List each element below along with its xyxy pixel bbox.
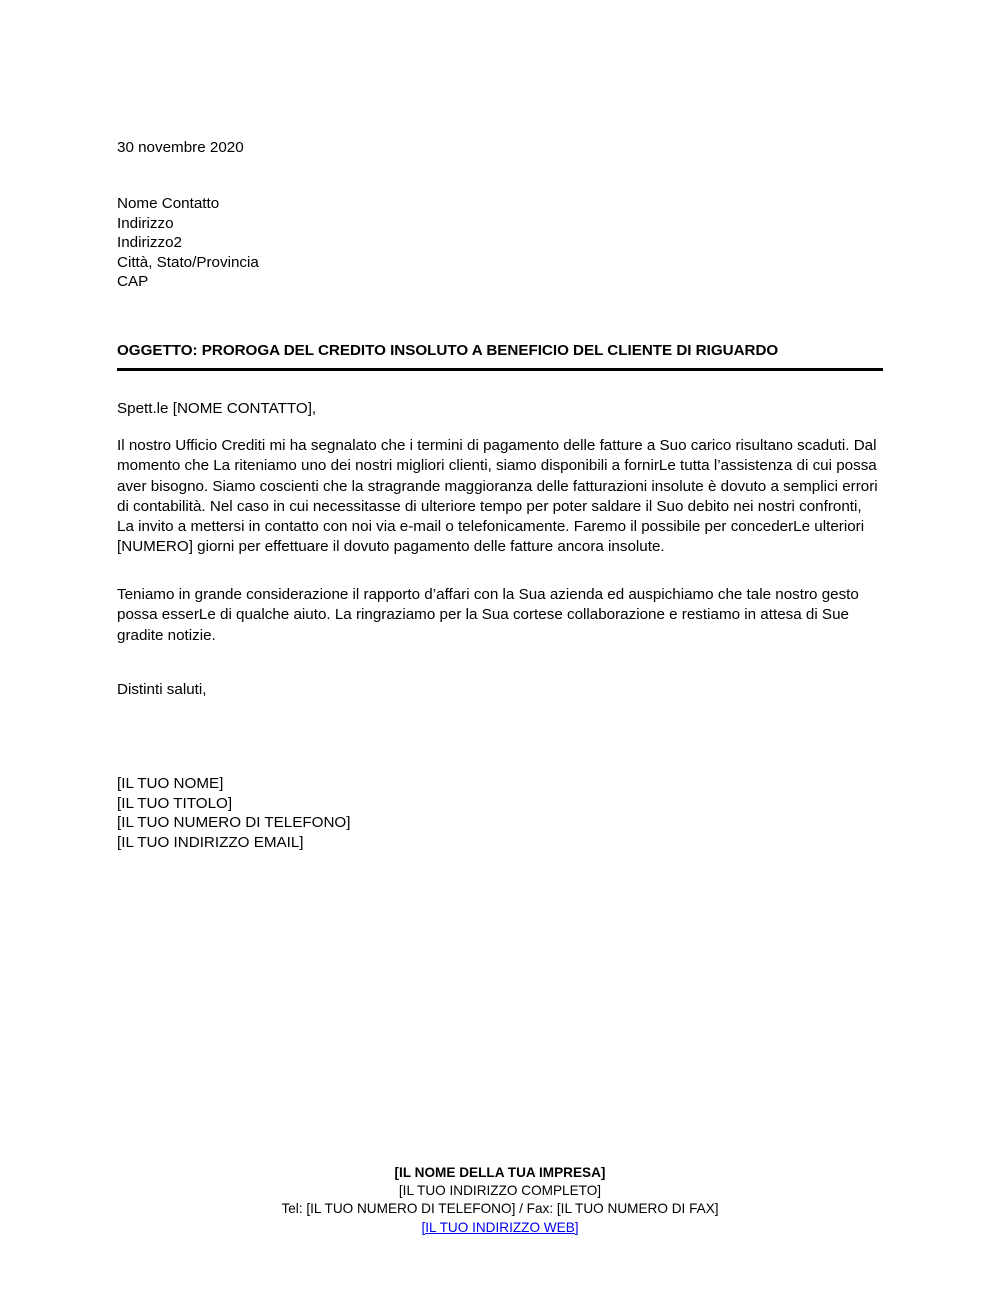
address-line: Indirizzo2 <box>117 234 182 252</box>
address-line: Città, Stato/Provincia <box>117 253 259 271</box>
closing-line: Distinti saluti, <box>117 681 207 698</box>
address-line: Nome Contatto <box>117 195 220 212</box>
page-footer <box>0 1164 1000 1237</box>
footer-address: [IL TUO INDIRIZZO COMPLETO] <box>398 1183 602 1199</box>
signature-line: [IL TUO TITOLO] <box>117 794 233 812</box>
signature-block <box>117 774 350 852</box>
footer-company-name: [IL NOME DELLA TUA IMPRESA] <box>394 1165 606 1180</box>
body-paragraph: Teniamo in grande considerazione il rapporto d’affari con la Sua azienda ed auspichiamo che tale nostro gesto possa esserLe di qualche aiuto. La ringraziamo per la Sua cortese collaborazione e restiamo in attesa di Sue gradite notizie. <box>117 586 859 644</box>
footer-contact: Tel: [IL TUO NUMERO DI TELEFONO] / Fax: [IL TUO NUMERO DI FAX] <box>281 1201 719 1217</box>
subject-section <box>117 341 883 371</box>
signature-line: [IL TUO INDIRIZZO EMAIL] <box>117 833 304 851</box>
subject-divider-rule <box>117 368 883 371</box>
salutation-line: Spett.le [NOME CONTATTO], <box>117 400 317 417</box>
body-paragraph: Il nostro Ufficio Crediti mi ha segnalato che i termini di pagamento delle fatture a Suo carico risultano scaduti. Dal momento che La riteniamo uno dei nostri migliori clienti, siamo disponibili a fornirLe tutta l’assistenza di cui possa aver bisogno. Siamo coscienti che la stragrande maggioranza delle fatturazioni insolute è dovuto a semplici errori di contabilità. Nel caso in cui necessitasse di ulteriore tempo per poter saldare il Suo debito nei nostri confronti, La invito a mettersi in contatto con noi via e-mail o telefonicamente. Faremo il possibile per concederLe ulteriori [NUMERO] giorni per effettuare il dovuto pagamento delle fatture ancora insolute. <box>117 437 878 556</box>
address-line: Indirizzo <box>117 214 174 232</box>
footer-website-link[interactable]: [IL TUO INDIRIZZO WEB] <box>421 1219 579 1235</box>
letter-date: 30 novembre 2020 <box>117 139 244 156</box>
signature-line: [IL TUO NOME] <box>117 775 224 792</box>
subject-heading: OGGETTO: PROROGA DEL CREDITO INSOLUTO A BENEFICIO DEL CLIENTE DI RIGUARDO <box>117 342 779 359</box>
recipient-address-block <box>117 194 259 292</box>
address-line: CAP <box>117 273 149 291</box>
signature-line: [IL TUO NUMERO DI TELEFONO] <box>117 814 351 832</box>
footer-website-link-wrap <box>0 1219 1000 1237</box>
